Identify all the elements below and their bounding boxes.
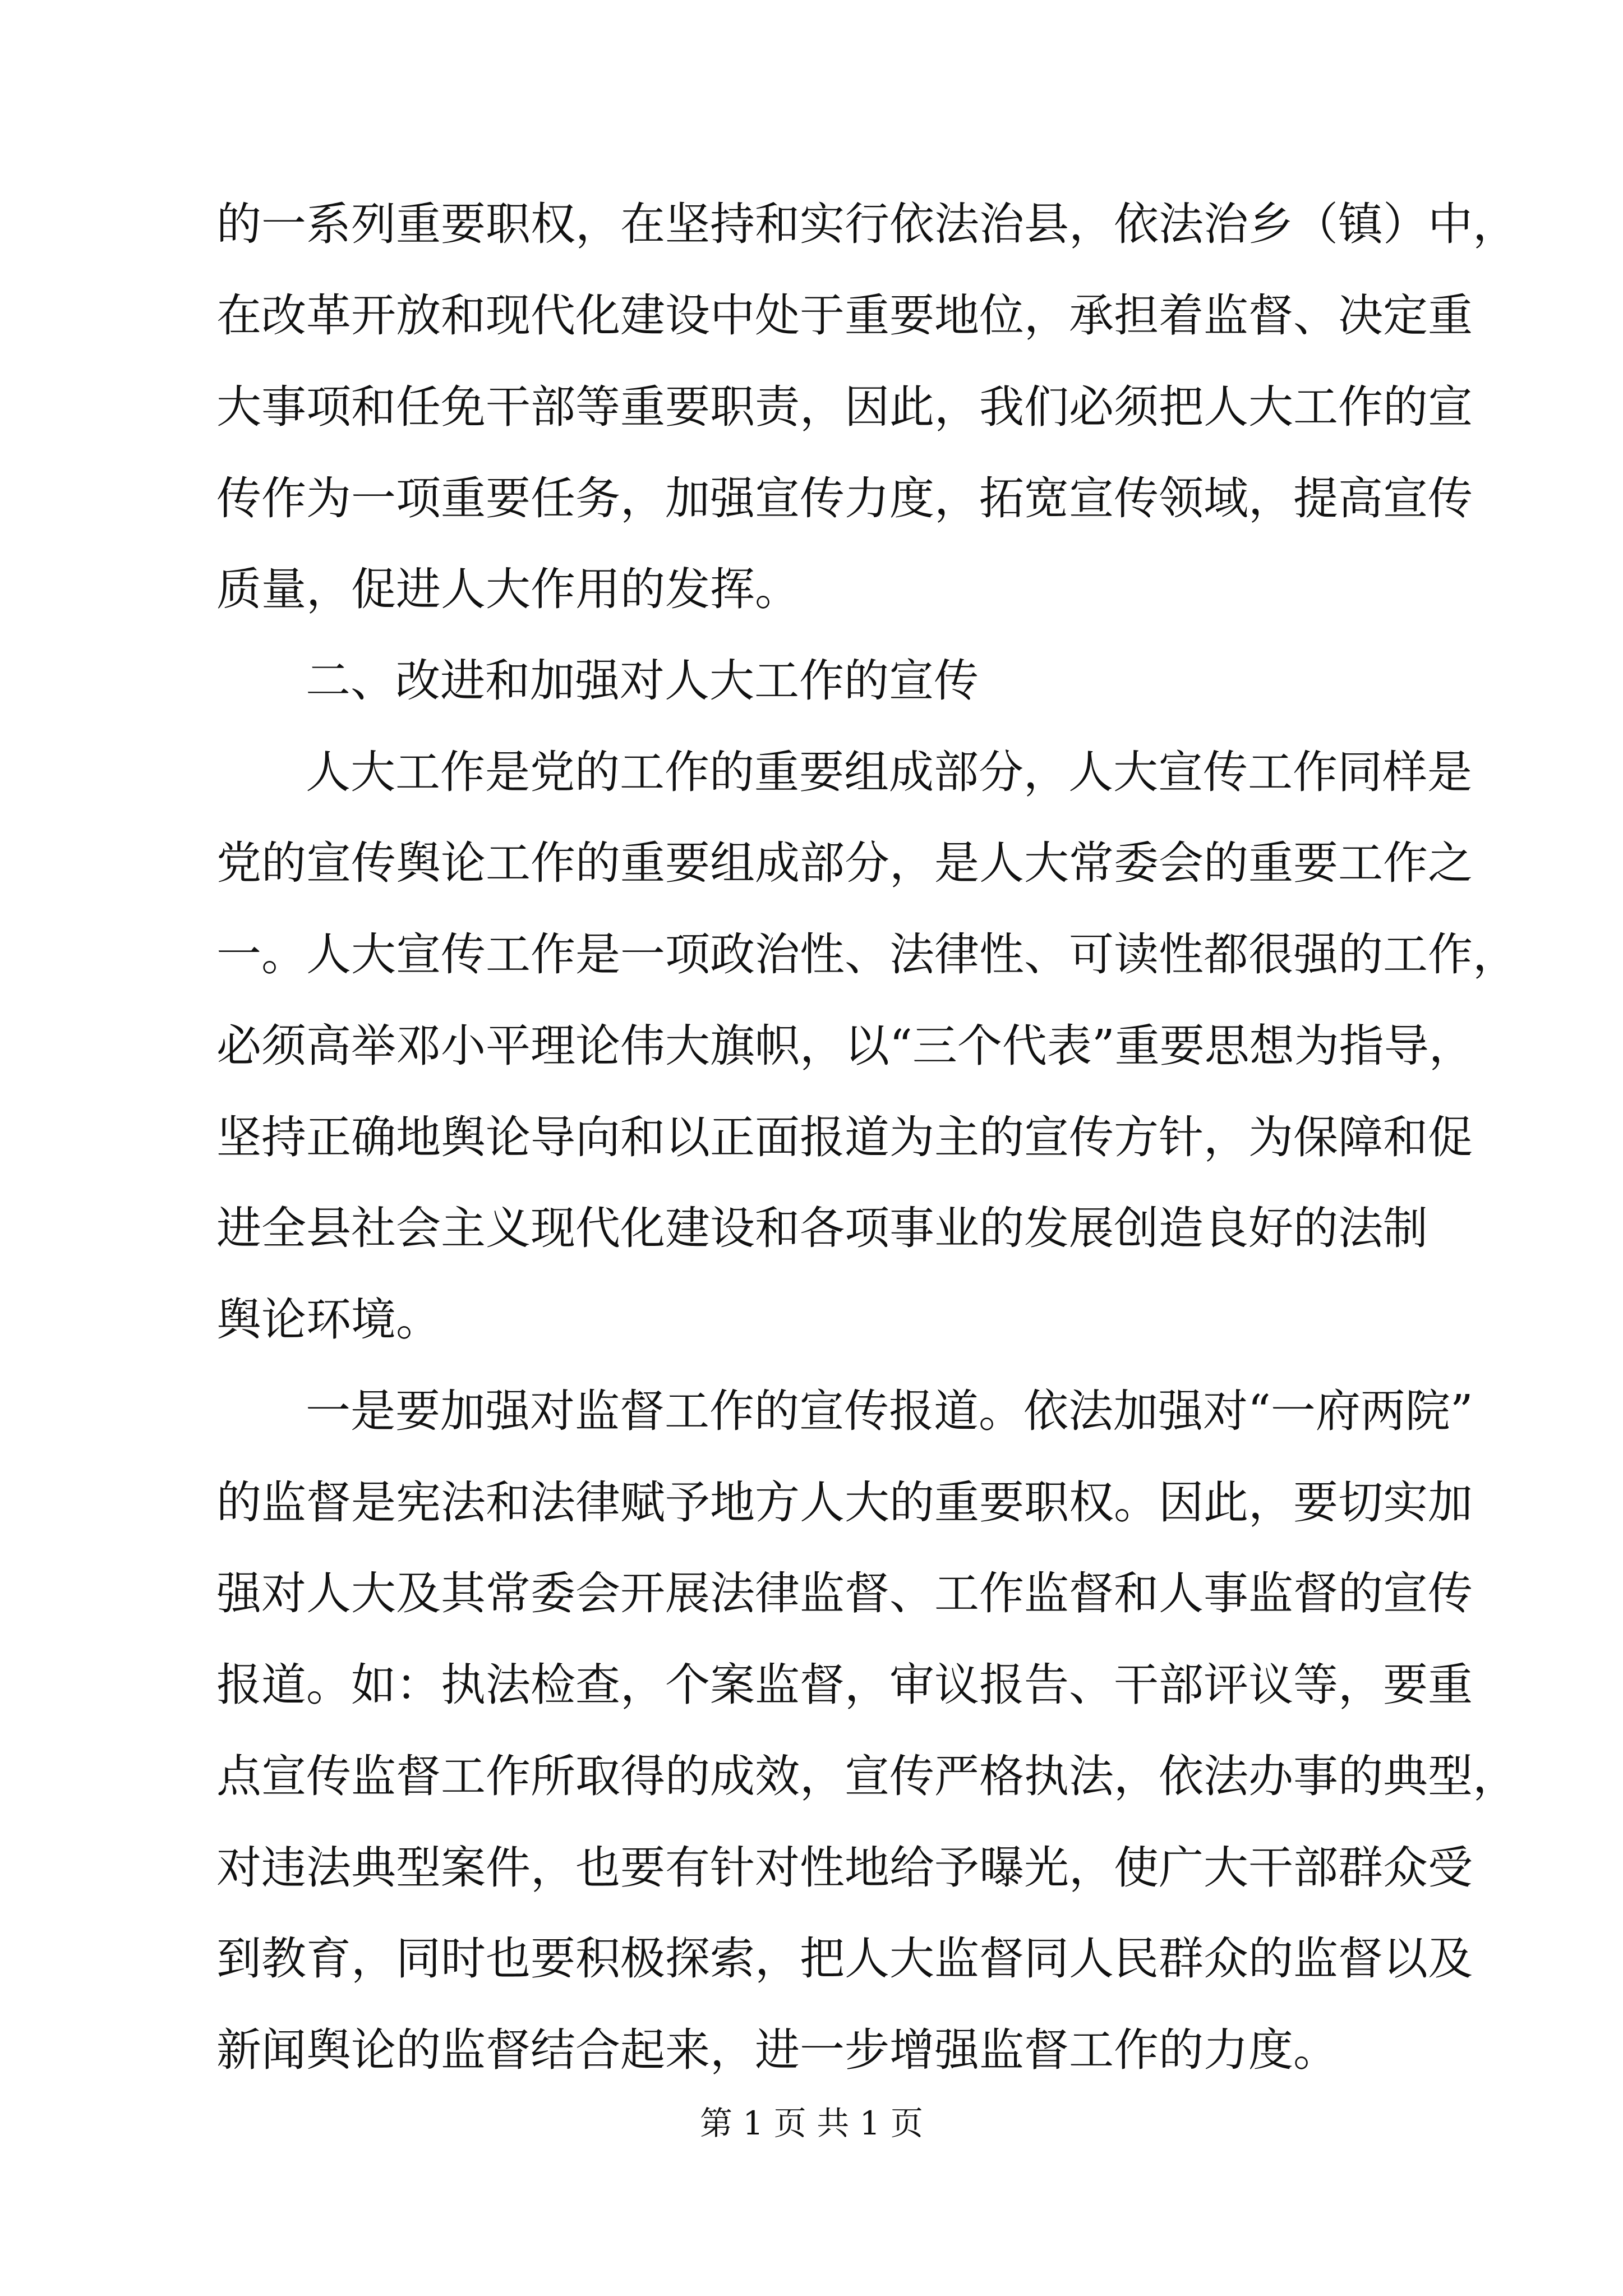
body-line-11: 坚持正确地舆论导向和以正面报道为主的宣传方针，为保障和促 (216, 1111, 1473, 1163)
body-line-12: 进全县社会主义现代化建设和各项事业的发展创造良好的法制 (216, 1202, 1428, 1254)
body-line-19: 对违法典型案件，也要有针对性地给予曝光，使广大干部群众受 (216, 1842, 1473, 1894)
section-heading: 二、改进和加强对人大工作的宣传 (306, 655, 979, 707)
body-line-10: 必须高举邓小平理论伟大旗帜，以“三个代表”重要思想为指导， (216, 1020, 1474, 1072)
body-line-1: 的一系列重要职权，在坚持和实行依法治县，依法治乡（镇）中， (216, 198, 1518, 250)
body-line-15: 的监督是宪法和法律赋予地方人大的重要职权。因此，要切实加 (216, 1476, 1473, 1529)
body-line-5: 质量，促进人大作用的发挥。 (216, 563, 800, 615)
body-line-21: 新闻舆论的监督结合起来，进一步增强监督工作的力度。 (216, 2024, 1338, 2076)
body-line-17: 报道。如：执法检查，个案监督，审议报告、干部评议等，要重 (216, 1659, 1473, 1711)
body-line-4: 传作为一项重要任务，加强宣传力度，拓宽宣传领域，提高宣传 (216, 472, 1473, 524)
body-line-3: 大事项和任免干部等重要职责，因此，我们必须把人大工作的宣 (216, 381, 1473, 433)
body-line-18: 点宣传监督工作所取得的成效，宣传严格执法，依法办事的典型， (216, 1750, 1518, 1802)
body-line-9: 一。人大宣传工作是一项政治性、法律性、可读性都很强的工作， (216, 928, 1518, 981)
page-footer: 第 1 页 共 1 页 (700, 2104, 923, 2142)
body-line-7: 人大工作是党的工作的重要组成部分，人大宣传工作同样是 (306, 746, 1472, 798)
body-line-14: 一是要加强对监督工作的宣传报道。依法加强对“一府两院” (306, 1385, 1473, 1437)
body-line-16: 强对人大及其常委会开展法律监督、工作监督和人事监督的宣传 (216, 1567, 1473, 1619)
body-line-2: 在改革开放和现代化建设中处于重要地位，承担着监督、决定重 (216, 289, 1473, 342)
body-line-20: 到教育，同时也要积极探索，把人大监督同人民群众的监督以及 (216, 1932, 1473, 1985)
body-line-8: 党的宣传舆论工作的重要组成部分，是人大常委会的重要工作之 (216, 837, 1473, 889)
body-line-13: 舆论环境。 (216, 1294, 441, 1346)
